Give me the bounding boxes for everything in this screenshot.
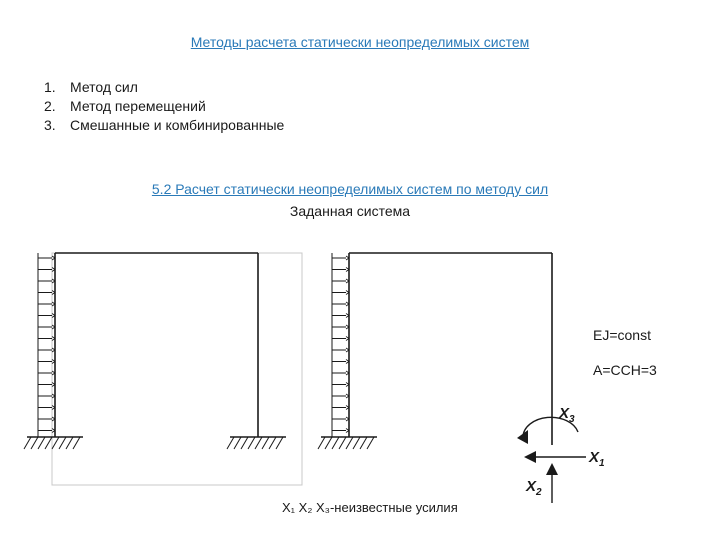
hatch-line: [66, 437, 73, 449]
ej-label: EJ=const: [593, 327, 651, 343]
hatch-line: [318, 437, 325, 449]
hatch-line: [325, 437, 332, 449]
unknowns-footnote: X₁ X₂ X₃-неизвестные усилия: [282, 500, 458, 515]
hatch-line: [269, 437, 276, 449]
hatch-line: [241, 437, 248, 449]
arrow-left-icon: [524, 451, 536, 463]
hatch-line: [248, 437, 255, 449]
moment-arrowhead-icon: [517, 430, 528, 444]
selection-box: [52, 253, 302, 485]
x2-label: $X_2$: [526, 478, 542, 498]
basic-system: [318, 253, 586, 503]
hatch-line: [59, 437, 66, 449]
x1-label: $X_1$: [589, 449, 605, 469]
list-text: Метод перемещений: [70, 98, 206, 114]
list-number: 1.: [44, 79, 56, 95]
x3-label: $X_3$: [559, 405, 575, 425]
hatch-line: [38, 437, 45, 449]
hatch-line: [45, 437, 52, 449]
hatch-line: [234, 437, 241, 449]
distributed-load-right: [332, 256, 349, 433]
section-caption: Заданная система: [289, 203, 411, 219]
fixed-support-hatch: [318, 437, 374, 449]
hatch-line: [339, 437, 346, 449]
given-frame: [24, 253, 286, 449]
hatch-line: [360, 437, 367, 449]
list-number: 2.: [44, 98, 56, 114]
hatch-line: [24, 437, 31, 449]
fixed-support-hatch: [227, 437, 283, 449]
hatch-line: [31, 437, 38, 449]
list-text: Смешанные и комбинированные: [70, 117, 285, 133]
degree-label: А=ССН=3: [593, 362, 657, 378]
hatch-line: [332, 437, 339, 449]
hatch-line: [255, 437, 262, 449]
slide-title: Методы расчета статически неопределимых систем: [190, 34, 530, 50]
hatch-line: [353, 437, 360, 449]
arrow-up-icon: [546, 463, 558, 475]
list-text: Метод сил: [70, 79, 138, 95]
hatch-line: [262, 437, 269, 449]
hatch-line: [367, 437, 374, 449]
hatch-line: [73, 437, 80, 449]
hatch-line: [346, 437, 353, 449]
list-number: 3.: [44, 117, 56, 133]
hatch-line: [52, 437, 59, 449]
hatch-line: [276, 437, 283, 449]
section-title: 5.2 Расчет статически неопределимых систем по методу сил: [151, 181, 549, 197]
hatch-line: [227, 437, 234, 449]
